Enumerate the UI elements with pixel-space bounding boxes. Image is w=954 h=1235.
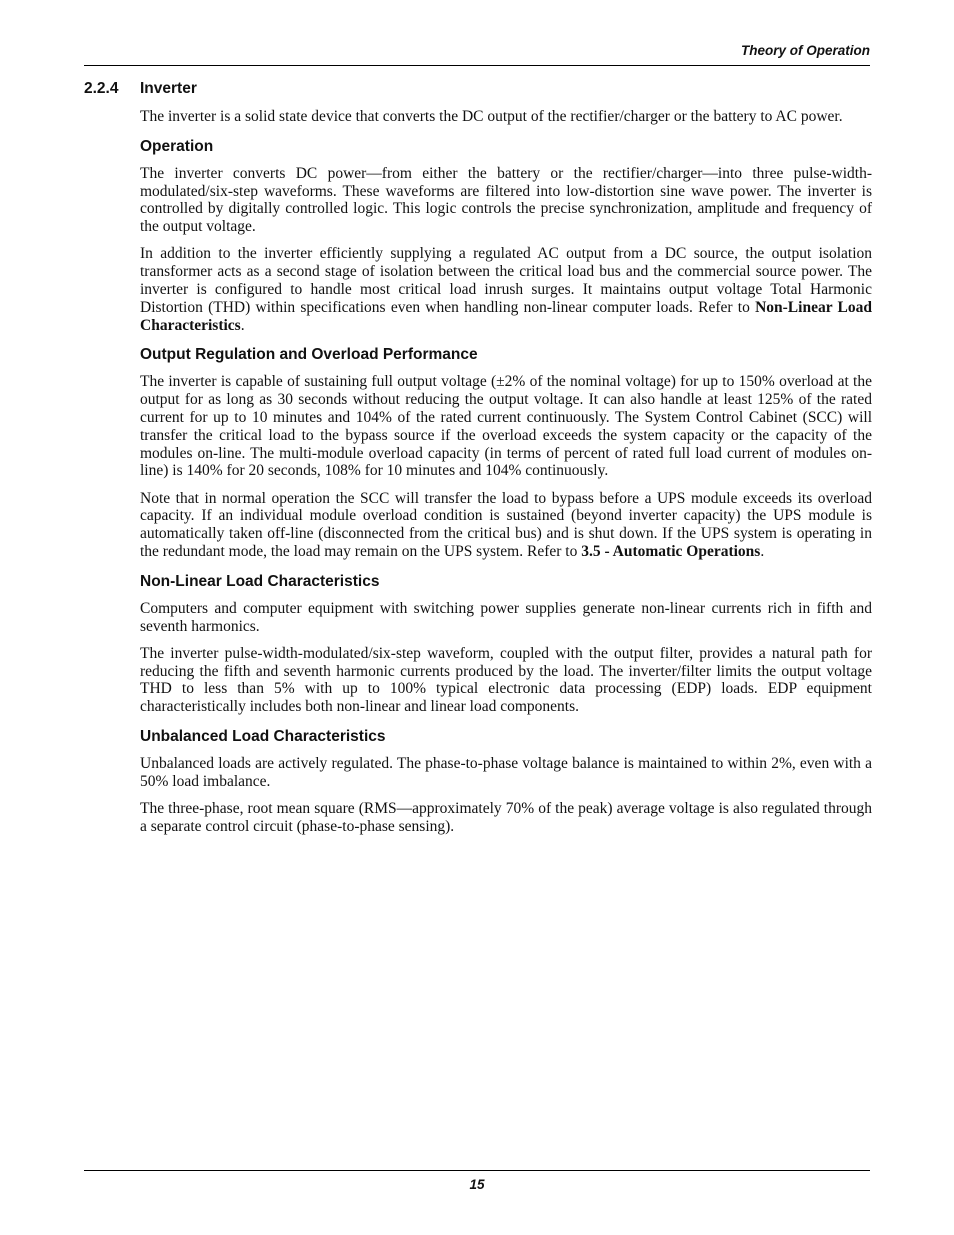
automatic-operations-reference: 3.5 - Automatic Operations	[581, 542, 761, 560]
section-title: Inverter	[140, 80, 197, 97]
output-regulation-paragraph-2	[140, 490, 872, 561]
intro-paragraph: The inverter is a solid state device that converts the DC output of the rectifier/charger or the battery to AC power.	[140, 108, 843, 125]
page-number: 15	[469, 1177, 485, 1192]
running-header: Theory of Operation	[740, 43, 870, 58]
header-rule	[84, 65, 870, 66]
operation-paragraph-1: The inverter converts DC power—from either the battery or the rectifier/charger—into three pulse-width-modulated/six-step waveforms. These waveforms are filtered into low-distortion sine wave power. The inverter is controlled by digitally controlled logic. This logic controls the precise synchronization, amplitude and frequency of the output voltage.	[140, 164, 872, 236]
output-regulation-paragraph-2-text: Note that in normal operation the SCC will transfer the load to bypass before a UPS module exceeds its overload capacity. If an individual module overload condition is sustained (beyond inverter capacity) the UPS module is automatically taken off-line (disconnected from the critical bus) and is shut down. If the UPS system is operating in the redundant mode, the load may remain on the UPS system. Refer to	[140, 489, 872, 560]
output-regulation-paragraph-2-end: .	[760, 542, 765, 560]
non-linear-reference: Non-Linear Load Characteristics	[140, 298, 872, 334]
output-regulation-heading: Output Regulation and Overload Performance	[140, 346, 478, 364]
unbalanced-paragraph-2: The three-phase, root mean square (RMS—approximately 70% of the peak) average voltage is also regulated through a separate control circuit (phase-to-phase sensing).	[140, 799, 872, 835]
section-number: 2.2.4	[84, 80, 119, 97]
operation-paragraph-2-text: In addition to the inverter efficiently supplying a regulated AC output from a DC source, the output isolation transformer acts as a second stage of isolation between the critical load bus and the commercial source power. The inverter is configured to handle most critical load inrush surges. It maintains output voltage Total Harmonic Distortion (THD) within specifications even when handling non-linear computer loads. Refer to	[140, 245, 872, 316]
unbalanced-paragraph-1: Unbalanced loads are actively regulated. The phase-to-phase voltage balance is maintained to within 2%, even with a 50% load imbalance.	[140, 754, 872, 790]
body-content	[140, 108, 872, 845]
operation-heading: Operation	[140, 137, 214, 155]
footer-rule	[84, 1170, 870, 1171]
output-regulation-paragraph-1: The inverter is capable of sustaining full output voltage (±2% of the nominal voltage) for up to 150% overload at the output for as long as 30 seconds without reducing the output voltage. It can also handle at least 125% of the rated current for up to 10 minutes and 104% of the rated current continuously. The System Control Cabinet (SCC) will transfer the critical load to the bypass source if the overload exceeds the system capacity or the capacity of the modules on-line. The multi-module overload capacity (in terms of percent of rated full load current of modules on-line) is 140% for 20 seconds, 108% for 10 minutes and 104% continuously.	[140, 373, 872, 480]
operation-paragraph-2	[140, 245, 872, 334]
non-linear-heading: Non-Linear Load Characteristics	[140, 572, 380, 590]
operation-paragraph-2-end: .	[240, 316, 245, 334]
unbalanced-heading: Unbalanced Load Characteristics	[140, 727, 386, 745]
non-linear-paragraph-2: The inverter pulse-width-modulated/six-step waveform, coupled with the output filter, provides a natural path for reducing the fifth and seventh harmonic currents produced by the load. The inverter/filter limits the output voltage THD to less than 5% with up to 100% typical electronic data processing (EDP) loads. EDP equipment characteristically includes both non-linear and linear load components.	[140, 644, 872, 716]
non-linear-paragraph-1: Computers and computer equipment with switching power supplies generate non-linear currents rich in fifth and seventh harmonics.	[140, 599, 872, 635]
